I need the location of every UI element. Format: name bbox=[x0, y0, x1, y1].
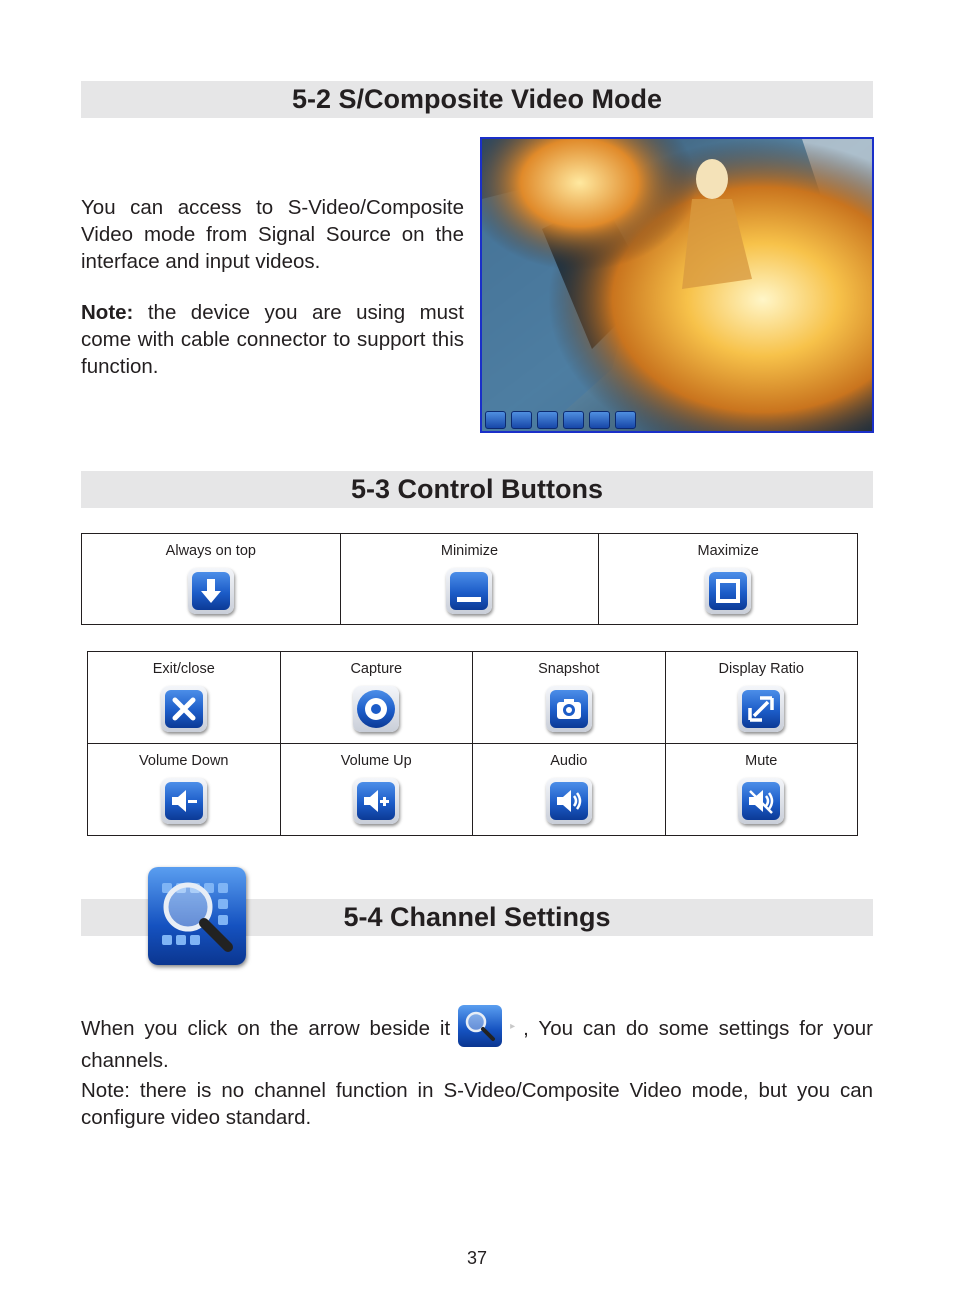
control-label: Volume Down bbox=[139, 753, 229, 769]
control-cell-exit bbox=[88, 652, 281, 744]
toolbar-snapshot-button[interactable] bbox=[511, 411, 532, 429]
control-cell-mute bbox=[665, 744, 857, 836]
media-controls-table bbox=[87, 651, 858, 836]
section-54-title: 5-4 Channel Settings bbox=[343, 902, 611, 932]
volume-up-icon[interactable] bbox=[353, 778, 399, 824]
toolbar-volume-up-button[interactable] bbox=[589, 411, 610, 429]
capture-icon[interactable] bbox=[353, 686, 399, 732]
display-ratio-icon[interactable] bbox=[738, 686, 784, 732]
toolbar-volume-down-button[interactable] bbox=[563, 411, 584, 429]
control-cell-display-ratio bbox=[665, 652, 857, 744]
channel-settings-icon bbox=[148, 867, 246, 965]
minimize-icon[interactable] bbox=[446, 568, 492, 614]
control-label: Minimize bbox=[440, 543, 499, 559]
control-label: Always on top bbox=[165, 543, 256, 559]
control-cell-capture bbox=[280, 652, 472, 744]
control-cell-minimize bbox=[340, 534, 599, 625]
mute-icon[interactable] bbox=[738, 778, 784, 824]
toolbar-ratio-button[interactable] bbox=[537, 411, 558, 429]
control-label: Display Ratio bbox=[718, 661, 804, 677]
section-53-title: 5-3 Control Buttons bbox=[351, 474, 603, 504]
video-frame-image bbox=[482, 139, 872, 431]
page-number: 37 bbox=[466, 1248, 488, 1268]
control-label: Capture bbox=[350, 661, 403, 677]
channel-settings-inline-icon bbox=[458, 1005, 502, 1047]
section-54-paragraph bbox=[81, 1005, 873, 1074]
camera-icon[interactable] bbox=[546, 686, 592, 732]
control-label: Audio bbox=[550, 753, 588, 769]
control-cell-always-on-top bbox=[82, 534, 341, 625]
section-52-paragraph: You can access to S-Video/Composite Video mode from Signal Source on the interface and input videos. bbox=[81, 196, 464, 273]
video-toolbar bbox=[485, 411, 636, 429]
arrow-down-icon[interactable] bbox=[188, 568, 234, 614]
window-controls-table bbox=[81, 533, 858, 625]
control-cell-maximize bbox=[599, 534, 858, 625]
control-cell-audio bbox=[473, 744, 666, 836]
toolbar-capture-button[interactable] bbox=[485, 411, 506, 429]
control-label: Volume Up bbox=[340, 753, 412, 769]
para-after-icon: , You can do some settings for your channels. bbox=[81, 1017, 873, 1072]
maximize-icon[interactable] bbox=[705, 568, 751, 614]
control-cell-snapshot bbox=[473, 652, 666, 744]
section-52-title: 5-2 S/Composite Video Mode bbox=[291, 84, 663, 114]
control-cell-volume-down bbox=[88, 744, 281, 836]
para-before-icon: When you click on the arrow beside it bbox=[81, 1017, 451, 1040]
section-52-note bbox=[81, 299, 464, 380]
section-54-note: Note: there is no channel function in S-Video/Composite Video mode, but you can configure video standard. bbox=[81, 1079, 873, 1129]
chevron-right-icon[interactable]: ▸ bbox=[510, 1021, 516, 1032]
control-label: Maximize bbox=[697, 543, 759, 559]
toolbar-audio-button[interactable] bbox=[615, 411, 636, 429]
control-label: Mute bbox=[745, 753, 778, 769]
control-label: Snapshot bbox=[538, 661, 600, 677]
close-icon[interactable] bbox=[161, 686, 207, 732]
note-label: Note: bbox=[81, 301, 134, 324]
speaker-icon[interactable] bbox=[546, 778, 592, 824]
section-53-banner bbox=[81, 471, 873, 508]
section-52-banner bbox=[81, 81, 873, 118]
volume-down-icon[interactable] bbox=[161, 778, 207, 824]
video-preview bbox=[480, 137, 874, 433]
control-label: Exit/close bbox=[152, 661, 215, 677]
note-text: the device you are using must come with cable connector to support this function. bbox=[81, 301, 464, 378]
control-cell-volume-up bbox=[280, 744, 472, 836]
